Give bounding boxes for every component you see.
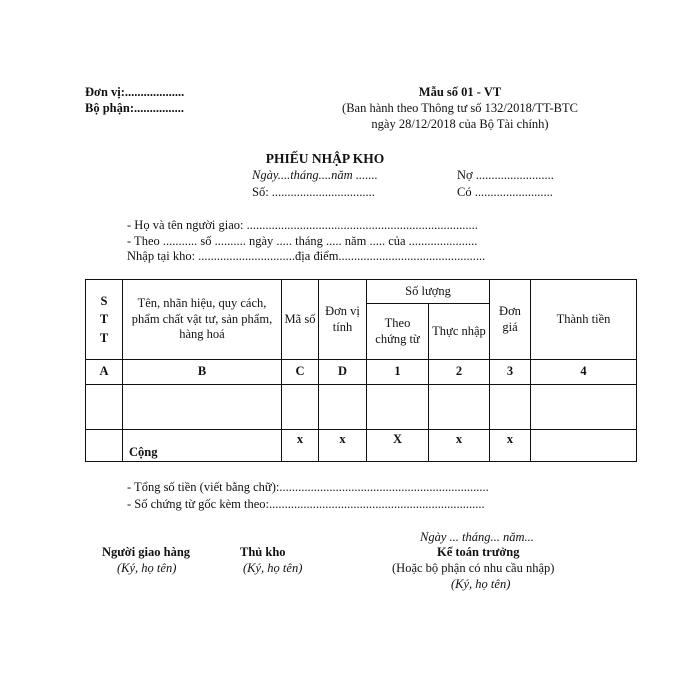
form-code: Mẫu số 01 - VT [418,85,502,99]
header-unit: Đơn vị tính [319,280,367,360]
total-cell [531,430,637,462]
header-code: Mã số [282,280,319,360]
total-cell: x [490,430,531,462]
column-code: 1 [367,360,429,385]
document-number: Số: ................................. [252,185,375,199]
chief-accountant-signature-note: (Ký, họ tên) [451,577,511,591]
goods-receipt-table [85,279,637,462]
table-row [86,385,637,430]
deliverer-name-line: - Họ và tên người giao: .......................................................................... [127,218,478,232]
table-cell [86,430,123,462]
form-issued-date: ngày 28/12/2018 của Bộ Tài chính) [371,117,549,131]
total-cell: x [429,430,490,462]
column-code: 2 [429,360,490,385]
total-cell: x [282,430,319,462]
table-cell [86,385,123,430]
table-cell [282,385,319,430]
total-cell: x [319,430,367,462]
column-code: 4 [531,360,637,385]
debit-account: Nợ ......................... [457,168,554,182]
header-qty-document: Theo chứng từ [367,304,429,360]
column-code: B [123,360,282,385]
signature-date: Ngày ... tháng... năm... [420,530,534,544]
unit-field: Đơn vị:................... [85,85,185,99]
table-cell [531,385,637,430]
table-cell [490,385,531,430]
table-cell [367,385,429,430]
department-field: Bộ phận:................ [85,101,184,115]
table-cell [429,385,490,430]
table-cell [123,385,282,430]
column-code: C [282,360,319,385]
column-code-row [86,360,637,385]
keeper-signature-note: (Ký, họ tên) [243,561,303,575]
attached-documents-line: - Số chứng từ gốc kèm theo:..................................................................... [127,497,485,511]
document-date: Ngày....tháng....năm ....... [252,168,378,182]
credit-account: Có ......................... [457,185,553,199]
header-qty-actual: Thực nhập [429,304,490,360]
form-issued-note: (Ban hành theo Thông tư số 132/2018/TT-BTC [342,101,578,115]
deliverer-signature-note: (Ký, họ tên) [117,561,177,575]
deliverer-signature-title: Người giao hàng [102,545,191,559]
header-unit-price: Đơn giá [490,280,531,360]
chief-accountant-note: (Hoặc bộ phận có nhu cầu nhập) [392,561,555,575]
document-title: PHIẾU NHẬP KHO [265,151,385,166]
chief-accountant-signature-title: Kế toán trưởng [437,545,520,559]
warehouse-location-line: Nhập tại kho: ...............................địa điểm............................................... [127,249,486,263]
total-label: Cộng [123,430,282,462]
total-in-words-line: - Tổng số tiền (viết bằng chữ):................................................................... [127,480,489,494]
header-amount: Thành tiền [531,280,637,360]
keeper-signature-title: Thủ kho [240,545,286,559]
total-row [86,430,637,462]
header-quantity: Số lượng [367,280,490,304]
header-item-name: Tên, nhãn hiệu, quy cách, phẩm chất vật tư, sản phẩm, hàng hoá [123,280,282,360]
column-code: A [86,360,123,385]
table-cell [319,385,367,430]
column-code: 3 [490,360,531,385]
column-code: D [319,360,367,385]
total-cell: X [367,430,429,462]
header-stt: S T T [86,280,123,360]
reference-document-line: - Theo ........... số .......... ngày ..... tháng ..... năm ..... của ...................... [127,234,478,248]
